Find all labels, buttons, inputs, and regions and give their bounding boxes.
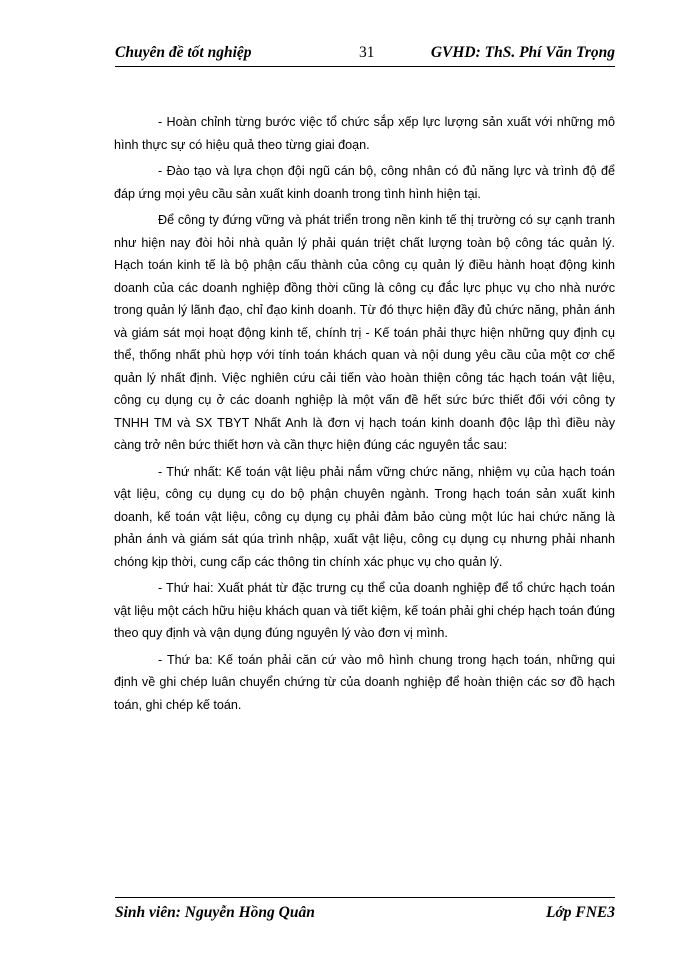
paragraph-3: Để công ty đứng vững và phát triển trong nền kinh tế thị trường có sự cạnh tranh như hiện nay đòi hỏi nhà quản lý phải quán triệt chất lượng toàn bộ công tác quản lý. Hạch toán kinh tế là bộ phận cấu thành của công cụ quản lý điều hành hoạt động kinh doanh của các doanh nghiệp đồng thời cũng là công cụ đắc lực phục vụ cho nhà nước trong quản lý lãnh đạo, chỉ đạo kinh doanh. Từ đó thực hiện đầy đủ chức năng, phản ánh và giám sát mọi hoạt động kinh tế, chính trị - Kế toán phải thực hiện những quy định cụ thể, thống nhất phù hợp với tính toán khách quan và nội dung yêu cầu của một cơ chế quản lý nhất định. Việc nghiên cứu cải tiến vào hoàn thiện công tác hạch toán vật liệu, công cụ dụng cụ ở các doanh nghiệp là một vấn đề hết sức bức thiết đối với công ty TNHH TM và SX TBYT Nhất Anh là đơn vị hạch toán kinh doanh độc lập thì điều này càng trở nên bức thiết hơn và cần thực hiện đúng các nguyên tắc sau:	[114, 213, 615, 452]
paragraph-5: - Thứ hai: Xuất phát từ đặc trưng cụ thể của doanh nghiệp để tổ chức hạch toán vật liệu một cách hữu hiệu khách quan và tiết kiệm, kế toán phải ghi chép hạch toán đúng theo quy định và vận dụng đúng nguyên lý vào đơn vị mình.	[114, 581, 615, 640]
document-body	[114, 111, 615, 720]
page-footer	[115, 897, 615, 926]
paragraph-1: - Hoàn chỉnh từng bước việc tổ chức sắp xếp lực lượng sản xuất với những mô hình thực sự có hiệu quả theo từng giai đoạn.	[114, 115, 615, 152]
paragraph-6: - Thứ ba: Kế toán phải căn cứ vào mô hình chung trong hạch toán, những qui định về ghi chép luân chuyển chứng từ của doanh nghiệp để hoàn thiện các sơ đồ hạch toán, ghi chép kế toán.	[114, 652, 615, 712]
page-number: 31	[359, 44, 375, 61]
student-name: Sinh viên: Nguyễn Hồng Quân	[115, 904, 315, 921]
paragraph-4: - Thứ nhất: Kế toán vật liệu phải nắm vững chức năng, nhiệm vụ của hạch toán vật liệu, công cụ dụng cụ do bộ phận chuyên ngành. Trong hạch toán sản xuất kinh doanh, kế toán vật liệu, công cụ dụng cụ phải đảm bảo cùng một lúc hai chức năng là phản ánh và giám sát qúa trình nhập, xuất vật liệu, công cụ dụng cụ nhưng phải nhanh chóng kịp thời, cung cấp các thông tin chính xác phục vụ cho quản lý.	[114, 464, 615, 569]
document-title: Chuyên đề tốt nghiệp	[115, 44, 252, 61]
paragraph-2: - Đào tạo và lựa chọn đội ngũ cán bộ, công nhân có đủ năng lực và trình độ để đáp ứng mọi yêu cầu sản xuất kinh doanh trong tình hình hiện tại.	[114, 164, 615, 201]
class-label: Lớp FNE3	[545, 904, 615, 921]
page-header	[115, 42, 615, 67]
supervisor-label: GVHD: ThS. Phí Văn Trọng	[430, 44, 615, 61]
